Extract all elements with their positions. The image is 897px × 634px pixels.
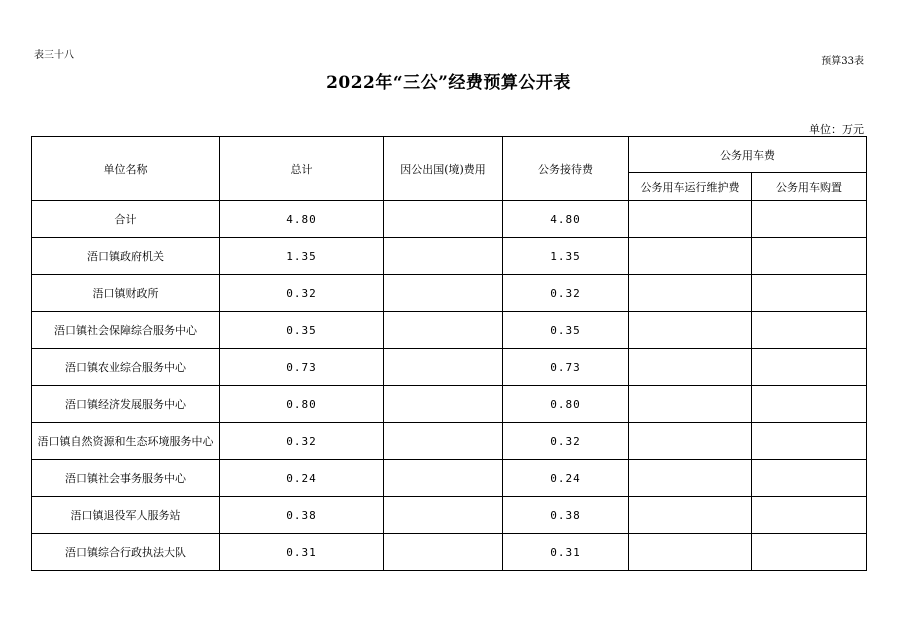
- header-abroad: 因公出国(境)费用: [384, 137, 503, 201]
- cell-reception: 0.38: [503, 497, 629, 534]
- page-title: 2022年“三公”经费预算公开表: [326, 73, 571, 93]
- cell-unit-name: 浯口镇退役军人服务站: [32, 497, 220, 534]
- cell-total: 0.38: [220, 497, 384, 534]
- cell-vehicle-operation: [629, 312, 752, 349]
- header-vehicle: 公务用车费: [629, 137, 867, 173]
- cell-vehicle-purchase: [752, 534, 867, 571]
- cell-vehicle-operation: [629, 423, 752, 460]
- cell-reception: 0.32: [503, 423, 629, 460]
- cell-total: 0.31: [220, 534, 384, 571]
- cell-vehicle-operation: [629, 534, 752, 571]
- cell-unit-name: 浯口镇社会事务服务中心: [32, 460, 220, 497]
- cell-unit-name: 浯口镇农业综合服务中心: [32, 349, 220, 386]
- cell-vehicle-operation: [629, 238, 752, 275]
- cell-vehicle-operation: [629, 497, 752, 534]
- cell-total: 1.35: [220, 238, 384, 275]
- cell-total: 0.24: [220, 460, 384, 497]
- cell-unit-name: 浯口镇社会保障综合服务中心: [32, 312, 220, 349]
- budget-table: [31, 136, 867, 571]
- cell-vehicle-purchase: [752, 312, 867, 349]
- cell-total: 0.73: [220, 349, 384, 386]
- cell-abroad: [384, 534, 503, 571]
- cell-total: 0.80: [220, 386, 384, 423]
- table-row: [32, 423, 867, 460]
- cell-vehicle-operation: [629, 349, 752, 386]
- cell-vehicle-operation: [629, 386, 752, 423]
- header-vehicle-purchase: 公务用车购置: [752, 173, 867, 201]
- cell-reception: 0.32: [503, 275, 629, 312]
- cell-reception: 0.80: [503, 386, 629, 423]
- cell-abroad: [384, 238, 503, 275]
- cell-reception: 4.80: [503, 201, 629, 238]
- cell-abroad: [384, 275, 503, 312]
- header-total: 总计: [220, 137, 384, 201]
- cell-abroad: [384, 460, 503, 497]
- cell-abroad: [384, 312, 503, 349]
- cell-reception: 0.73: [503, 349, 629, 386]
- cell-vehicle-purchase: [752, 497, 867, 534]
- cell-vehicle-purchase: [752, 423, 867, 460]
- header-reception: 公务接待费: [503, 137, 629, 201]
- cell-total: 0.32: [220, 275, 384, 312]
- cell-vehicle-purchase: [752, 386, 867, 423]
- table-row: [32, 534, 867, 571]
- table-row: [32, 497, 867, 534]
- cell-abroad: [384, 201, 503, 238]
- cell-abroad: [384, 386, 503, 423]
- table-row: [32, 201, 867, 238]
- cell-reception: 0.24: [503, 460, 629, 497]
- table-row: [32, 349, 867, 386]
- table-row: [32, 460, 867, 497]
- table-row: [32, 312, 867, 349]
- cell-vehicle-purchase: [752, 275, 867, 312]
- header-unit-name: 单位名称: [32, 137, 220, 201]
- cell-unit-name: 浯口镇综合行政执法大队: [32, 534, 220, 571]
- cell-vehicle-purchase: [752, 460, 867, 497]
- cell-vehicle-operation: [629, 201, 752, 238]
- form-number: 预算33表: [821, 56, 864, 67]
- cell-unit-name: 浯口镇财政所: [32, 275, 220, 312]
- cell-vehicle-purchase: [752, 201, 867, 238]
- cell-reception: 1.35: [503, 238, 629, 275]
- cell-abroad: [384, 497, 503, 534]
- table-row: [32, 275, 867, 312]
- unit-label: 单位：万元: [809, 123, 864, 136]
- cell-abroad: [384, 349, 503, 386]
- cell-unit-name: 合计: [32, 201, 220, 238]
- table-number: 表三十八: [34, 50, 74, 61]
- cell-unit-name: 浯口镇政府机关: [32, 238, 220, 275]
- cell-vehicle-purchase: [752, 238, 867, 275]
- cell-unit-name: 浯口镇经济发展服务中心: [32, 386, 220, 423]
- cell-total: 4.80: [220, 201, 384, 238]
- cell-abroad: [384, 423, 503, 460]
- header-vehicle-operation: 公务用车运行维护费: [629, 173, 752, 201]
- cell-total: 0.32: [220, 423, 384, 460]
- cell-vehicle-operation: [629, 460, 752, 497]
- table-row: [32, 238, 867, 275]
- cell-vehicle-purchase: [752, 349, 867, 386]
- cell-reception: 0.31: [503, 534, 629, 571]
- cell-reception: 0.35: [503, 312, 629, 349]
- cell-vehicle-operation: [629, 275, 752, 312]
- cell-unit-name: 浯口镇自然资源和生态环境服务中心: [32, 423, 220, 460]
- cell-total: 0.35: [220, 312, 384, 349]
- table-row: [32, 386, 867, 423]
